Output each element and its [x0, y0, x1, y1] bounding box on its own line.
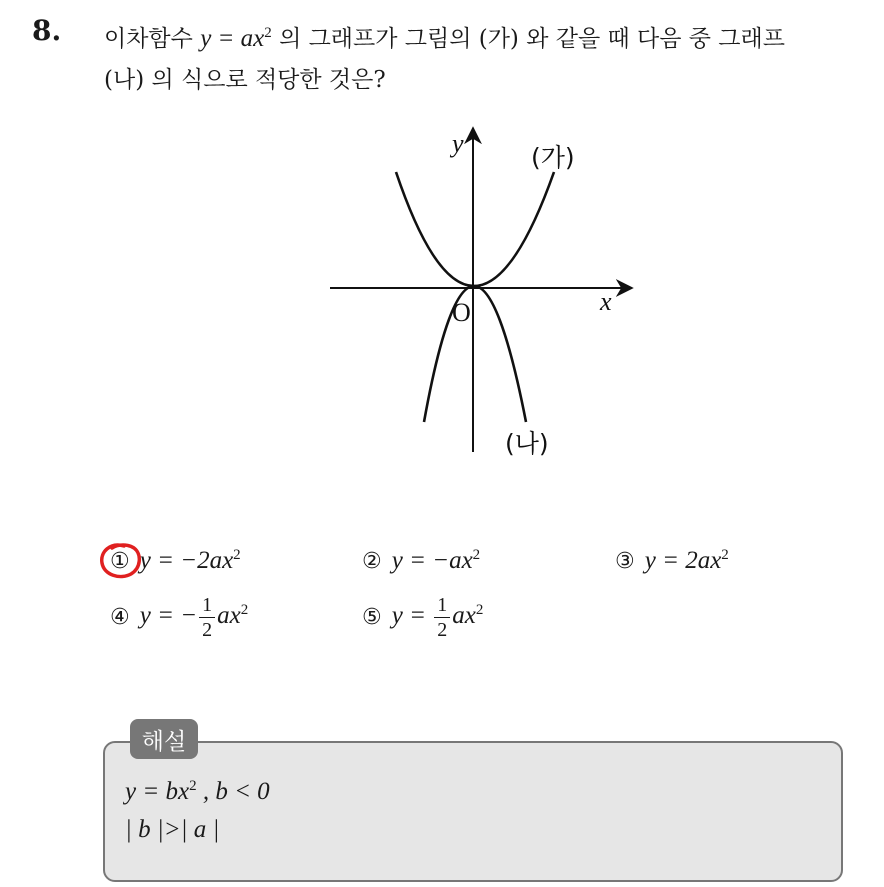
choice-3-number: ③ — [615, 548, 635, 574]
fraction: $\frac{1}{2}$ — [434, 593, 450, 642]
solution-formula: $y = bx^2$ — [125, 778, 197, 805]
choice-2-formula: $y = -ax^2$ — [391, 547, 481, 574]
y-axis-label: y — [452, 129, 464, 158]
solution-inequality: | b |>| a | — [125, 816, 220, 843]
origin-label: O — [452, 298, 471, 327]
question-number: 8. — [32, 14, 62, 47]
solution-box — [103, 741, 843, 882]
solution-condition: , b < 0 — [196, 778, 270, 805]
solution-line-1 — [125, 778, 270, 806]
curve-a — [396, 172, 554, 286]
curve-b — [424, 286, 526, 422]
question-prefix: 이차함수 — [104, 26, 193, 52]
question-line-2: (나) 의 식으로 적당한 것은? — [104, 67, 386, 93]
fraction: $\frac{1}{2}$ — [199, 593, 215, 642]
choice-5-formula: y = $\frac{1}{2}$ $ax^2$ — [391, 594, 484, 641]
choice-1-formula: $y = -2ax^2$ — [139, 547, 241, 574]
choice-3[interactable] — [615, 547, 729, 575]
x-axis-label: x — [600, 287, 612, 316]
solution-line-2 — [125, 816, 219, 844]
curve-b-label: (나) — [505, 429, 549, 458]
parabola-graph — [300, 110, 660, 470]
choice-3-formula: $y = 2ax^2$ — [644, 547, 729, 574]
question-suffix: 의 그래프가 그림의 (가) 와 같을 때 다음 중 그래프 — [279, 26, 785, 52]
choice-2[interactable] — [362, 547, 480, 575]
curve-a-label: (가) — [531, 143, 575, 172]
question-line-1 — [104, 13, 874, 60]
choice-4-number: ④ — [110, 605, 130, 630]
choice-2-number: ② — [362, 548, 382, 574]
choice-1-number: ① — [110, 548, 130, 574]
choice-4-formula: y = − $\frac{1}{2}$ $ax^2$ — [139, 594, 249, 641]
choice-5-number: ⑤ — [362, 605, 382, 630]
choice-5[interactable] — [362, 593, 483, 642]
choice-4[interactable] — [110, 593, 248, 642]
question-text — [104, 13, 874, 101]
solution-tab: 해설 — [130, 719, 198, 759]
answer-circle-mark — [98, 540, 146, 582]
question-formula: $y = ax^2$ — [200, 25, 272, 52]
